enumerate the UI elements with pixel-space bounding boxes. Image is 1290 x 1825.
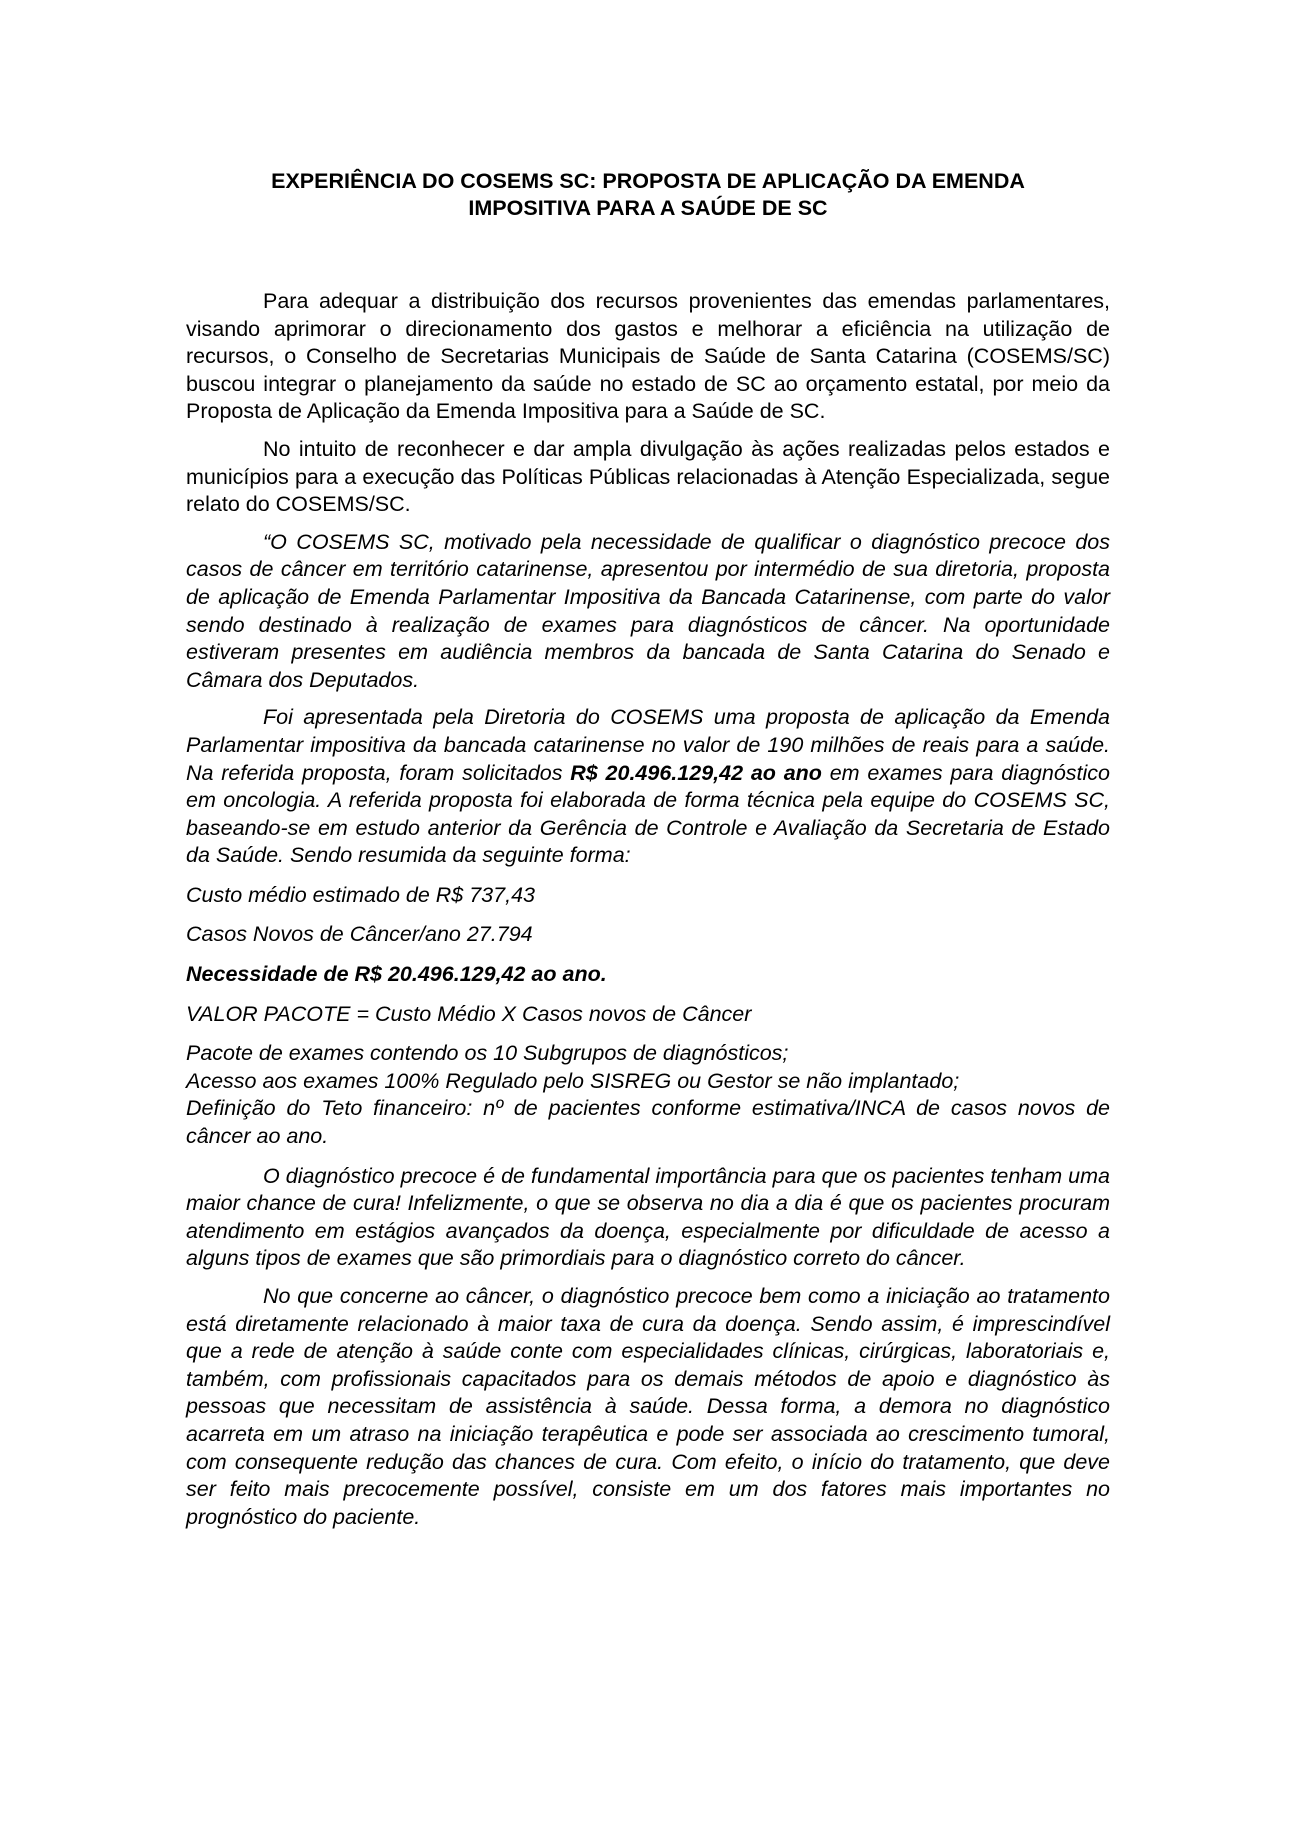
package-value-line: VALOR PACOTE = Custo Médio X Casos novos de Câncer [186, 1001, 752, 1026]
paragraph-early-diagnosis: O diagnóstico precoce é de fundamental importância para que os pacientes tenham uma maior chance de cura! Infelizmente, o que se observa no dia a dia é que os pacientes procuram atendimento em estágios avançados da doença, especialmente por dificuldade de acesso a alguns tipos de exames que são primordiais para o diagnóstico correto do câncer. [186, 1163, 1110, 1271]
average-cost-line: Custo médio estimado de R$ 737,43 [186, 882, 535, 907]
page-title [186, 168, 1110, 222]
package-details [186, 1040, 1110, 1150]
paragraph-proposal [186, 704, 1110, 870]
title-line-2: IMPOSITIVA PARA A SAÚDE DE SC [468, 196, 828, 220]
document-page [186, 168, 1110, 1531]
title-line-1: EXPERIÊNCIA DO COSEMS SC: PROPOSTA DE APLICAÇÃO DA EMENDA [271, 169, 1025, 193]
paragraph-intro: Para adequar a distribuição dos recursos provenientes das emendas parlamentares, visando aprimorar o direcionamento dos gastos e melhorar a eficiência na utilização de recursos, o Conselho de Secretarias Municipais de Saúde de Santa Catarina (COSEMS/SC) buscou integrar o planejamento da saúde no estado de SC ao orçamento estatal, por meio da Proposta de Aplicação da Emenda Impositiva para a Saúde de SC. [186, 289, 1110, 424]
proposal-text-c: em exames para diagnóstico em oncologia. A referida proposta foi elaborada de forma técnica pela equipe do COSEMS SC, baseando-se em estudo anterior da Gerência de Controle e Avaliação da Secretaria de Estado da Saúde. Sendo resumida da seguinte forma: [186, 760, 1110, 868]
proposal-amount: R$ 20.496.129,42 ao ano [570, 760, 822, 785]
package-detail-2: Acesso aos exames 100% Regulado pelo SISREG ou Gestor se não implantado; [186, 1068, 960, 1093]
package-detail-1: Pacote de exames contendo os 10 Subgrupos de diagnósticos; [186, 1041, 789, 1066]
paragraph-quote-start: “O COSEMS SC, motivado pela necessidade de qualificar o diagnóstico precoce dos casos de câncer em território catarinense, apresentou por intermédio de sua diretoria, proposta de aplicação de Emenda Parlamentar Impositiva da Bancada Catarinense, com parte do valor sendo destinado à realização de exames para diagnósticos de câncer. Na oportunidade estiveram presentes em audiência membros da bancada de Santa Catarina do Senado e Câmara dos Deputados. [186, 529, 1110, 692]
paragraph-context: No intuito de reconhecer e dar ampla divulgação às ações realizadas pelos estados e municípios para a execução das Políticas Públicas relacionadas à Atenção Especializada, segue relato do COSEMS/SC. [186, 436, 1110, 517]
new-cases-line: Casos Novos de Câncer/ano 27.794 [186, 922, 533, 947]
need-line: Necessidade de R$ 20.496.129,42 ao ano. [186, 962, 607, 987]
proposal-text-a: Foi apresentada pela Diretoria do COSEMS uma proposta de aplicação da Emenda Parlamentar impositiva da bancada catarinense no valor de 190 milhões de reais para a saúde. Na referida proposta, foram solicitados [186, 705, 1110, 785]
package-detail-3: Definição do Teto financeiro: nº de pacientes conforme estimativa/INCA de casos novos de câncer ao ano. [186, 1096, 1110, 1149]
paragraph-treatment: No que concerne ao câncer, o diagnóstico precoce bem como a iniciação ao tratamento está diretamente relacionado à maior taxa de cura da doença. Sendo assim, é imprescindível que a rede de atenção à saúde conte com especialidades clínicas, cirúrgicas, laboratoriais e, também, com profissionais capacitados para os demais métodos de apoio e diagnóstico às pessoas que necessitam de assistência à saúde. Dessa forma, a demora no diagnóstico acarreta em um atraso na iniciação terapêutica e pode ser associada ao crescimento tumoral, com consequente redução das chances de cura. Com efeito, o início do tratamento, que deve ser feito mais precocemente possível, consiste em um dos fatores mais importantes no prognóstico do paciente. [186, 1284, 1110, 1529]
